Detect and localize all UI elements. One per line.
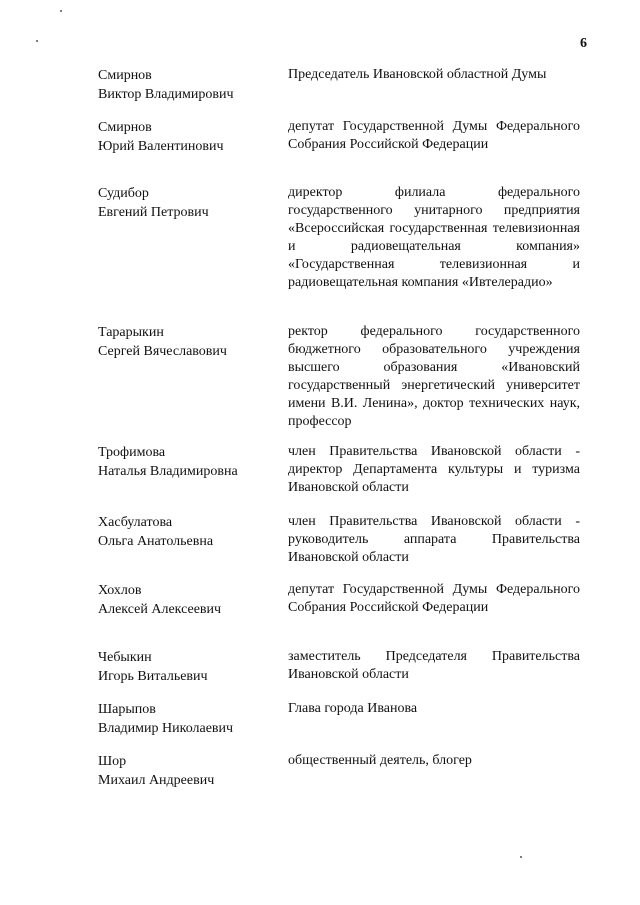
member-given-names: Наталья Владимировна <box>98 464 238 479</box>
member-surname: Тарарыкин <box>98 325 164 340</box>
member-given-names: Игорь Витальевич <box>98 669 208 684</box>
member-surname: Хохлов <box>98 583 142 598</box>
member-position: Председатель Ивановской областной Думы <box>288 67 547 82</box>
member-given-names: Алексей Алексеевич <box>98 602 222 617</box>
member-position: заместитель Председателя Правительства Ивановской области <box>288 649 580 682</box>
member-name <box>98 66 278 104</box>
member-surname: Трофимова <box>98 445 166 460</box>
member-position: член Правительства Ивановской области - директор Департамента культуры и туризма Ивановской области <box>288 444 580 495</box>
member-given-names: Евгений Петрович <box>98 205 209 220</box>
scan-speck <box>520 856 522 858</box>
member-position: Глава города Иванова <box>288 701 418 716</box>
member-surname: Судибор <box>98 186 149 201</box>
member-name <box>98 443 278 481</box>
member-position: депутат Государственной Думы Федерального Собрания Российской Федерации <box>288 119 580 152</box>
member-position: депутат Государственной Думы Федерального Собрания Российской Федерации <box>288 582 580 615</box>
member-surname: Смирнов <box>98 120 152 135</box>
member-surname: Шор <box>98 754 127 769</box>
member-given-names: Владимир Николаевич <box>98 721 234 736</box>
member-surname: Шарыпов <box>98 702 156 717</box>
member-given-names: Сергей Вячеславович <box>98 344 227 359</box>
member-name <box>98 118 278 156</box>
member-position: директор филиала федерального государственного унитарного предприятия «Всероссийская государственная телевизионная и радиовещательная компания» «Государственная телевизионная и радиовещательная компания «Ивтелерадио» <box>288 185 580 290</box>
member-given-names: Михаил Андреевич <box>98 773 215 788</box>
member-position: ректор федерального государственного бюджетного образовательного учреждения высшего образования «Ивановский государственный энергетический университет имени В.И. Ленина», доктор технических наук, профессор <box>288 324 580 429</box>
member-surname: Хасбулатова <box>98 515 173 530</box>
member-name <box>98 648 278 686</box>
member-name <box>98 513 278 551</box>
member-name <box>98 323 278 361</box>
member-name <box>98 700 278 738</box>
member-name <box>98 184 278 222</box>
member-surname: Чебыкин <box>98 650 152 665</box>
member-given-names: Юрий Валентинович <box>98 139 224 154</box>
scan-speck <box>60 10 62 12</box>
member-name <box>98 752 278 790</box>
member-position: общественный деятель, блогер <box>288 753 472 768</box>
member-position: член Правительства Ивановской области - руководитель аппарата Правительства Ивановской области <box>288 514 580 565</box>
scan-speck <box>36 40 38 42</box>
page-number: 6 <box>580 36 587 51</box>
member-name <box>98 581 278 619</box>
member-surname: Смирнов <box>98 68 152 83</box>
member-given-names: Виктор Владимирович <box>98 87 234 102</box>
member-given-names: Ольга Анатольевна <box>98 534 214 549</box>
